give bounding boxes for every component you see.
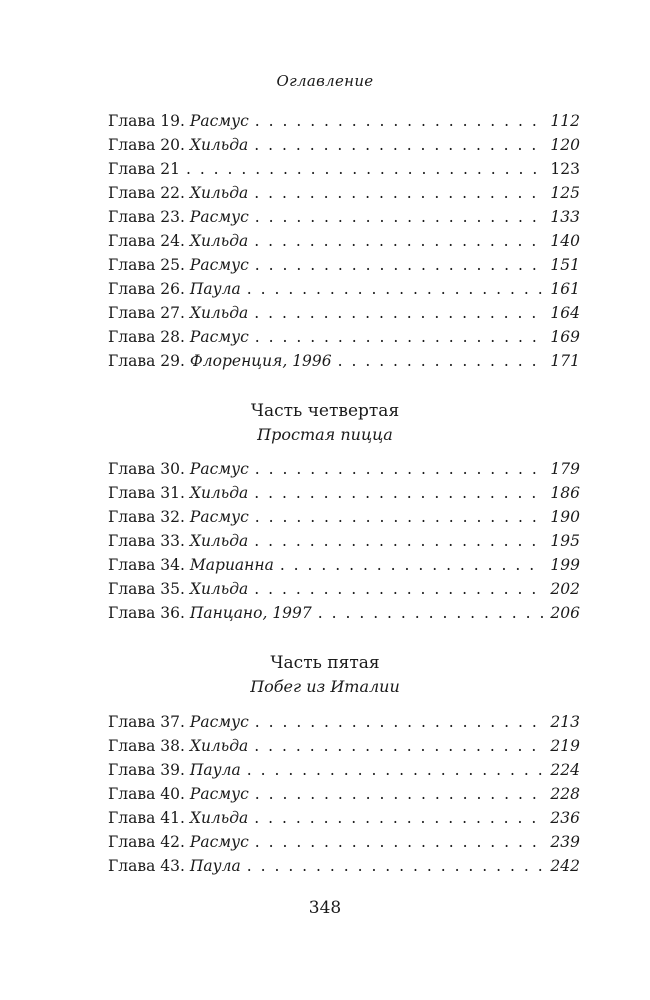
dot-leader (254, 301, 544, 325)
dot-leader (255, 325, 545, 349)
part-5-title: Часть пятая (270, 653, 380, 673)
dot-leader (318, 601, 545, 625)
toc-entry (108, 205, 580, 229)
chapter-number: Глава 43. (108, 857, 185, 875)
chapter-number: Глава 26. (108, 280, 185, 298)
dot-leader (255, 205, 545, 229)
chapter-title: Расмус (189, 713, 249, 731)
chapter-title: Расмус (189, 833, 249, 851)
chapter-number: Глава 31. (108, 484, 185, 502)
dot-leader (255, 457, 545, 481)
chapter-number: Глава 35. (108, 580, 185, 598)
page-number: 348 (308, 898, 342, 918)
toc-entry (108, 830, 580, 854)
chapter-number: Глава 23. (108, 208, 185, 226)
dot-leader (254, 577, 544, 601)
chapter-title: Флоренция, 1996 (189, 352, 332, 370)
chapter-number: Глава 40. (108, 785, 185, 803)
chapter-page-number: 186 (550, 484, 580, 502)
dot-leader (254, 734, 544, 758)
chapter-number: Глава 42. (108, 833, 185, 851)
chapter-page-number: 199 (550, 556, 580, 574)
chapter-page-number: 236 (550, 809, 580, 827)
chapter-number: Глава 38. (108, 737, 185, 755)
chapter-number: Глава 36. (108, 604, 185, 622)
chapter-page-number: 161 (550, 280, 580, 298)
dot-leader (280, 553, 545, 577)
toc-entry (108, 157, 580, 181)
dot-leader (254, 481, 544, 505)
chapter-number: Глава 30. (108, 460, 185, 478)
dot-leader (255, 109, 545, 133)
toc-entry (108, 181, 580, 205)
chapter-title: Марианна (189, 556, 274, 574)
dot-leader (255, 710, 545, 734)
chapter-title: Хильда (189, 304, 249, 322)
part-4-title: Часть четвертая (250, 401, 400, 421)
chapter-number: Глава 25. (108, 256, 185, 274)
dot-leader (186, 157, 544, 181)
chapter-number: Глава 39. (108, 761, 185, 779)
running-head: Оглавление (276, 72, 374, 90)
toc-entry (108, 481, 580, 505)
chapter-title: Хильда (189, 580, 249, 598)
chapter-page-number: 120 (550, 136, 580, 154)
chapter-number: Глава 19. (108, 112, 185, 130)
toc-entry (108, 734, 580, 758)
chapter-title: Хильда (189, 532, 249, 550)
toc-entry (108, 601, 580, 625)
toc-entry (108, 553, 580, 577)
toc-entry (108, 577, 580, 601)
dot-leader (247, 758, 545, 782)
toc-entry (108, 229, 580, 253)
dot-leader (254, 806, 544, 830)
toc-section-1 (108, 109, 580, 373)
chapter-page-number: 202 (550, 580, 580, 598)
chapter-title: Расмус (189, 460, 249, 478)
toc-entry (108, 325, 580, 349)
chapter-title: Расмус (189, 508, 249, 526)
chapter-title: Паула (189, 761, 241, 779)
chapter-page-number: 239 (550, 833, 580, 851)
chapter-title: Расмус (189, 256, 249, 274)
toc-entry (108, 505, 580, 529)
chapter-title: Расмус (189, 328, 249, 346)
chapter-page-number: 140 (550, 232, 580, 250)
chapter-page-number: 123 (550, 160, 580, 178)
chapter-number: Глава 20. (108, 136, 185, 154)
dot-leader (254, 229, 544, 253)
part-4-subtitle: Простая пицца (257, 425, 393, 444)
chapter-page-number: 169 (550, 328, 580, 346)
toc-entry (108, 301, 580, 325)
chapter-number: Глава 24. (108, 232, 185, 250)
toc-entry (108, 529, 580, 553)
chapter-title: Хильда (189, 809, 249, 827)
chapter-title: Хильда (189, 484, 249, 502)
toc-entry (108, 133, 580, 157)
chapter-page-number: 228 (550, 785, 580, 803)
chapter-title: Хильда (189, 232, 249, 250)
chapter-number: Глава 21 (108, 160, 180, 178)
dot-leader (247, 277, 545, 301)
chapter-page-number: 242 (550, 857, 580, 875)
part-5-subtitle: Побег из Италии (250, 677, 400, 696)
toc-entry (108, 457, 580, 481)
toc-entry (108, 854, 580, 878)
chapter-title: Расмус (189, 785, 249, 803)
chapter-title: Расмус (189, 112, 249, 130)
dot-leader (255, 782, 545, 806)
chapter-number: Глава 41. (108, 809, 185, 827)
dot-leader (254, 529, 544, 553)
chapter-page-number: 133 (550, 208, 580, 226)
toc-entry (108, 349, 580, 373)
dot-leader (254, 133, 544, 157)
toc-part-4 (108, 457, 580, 625)
dot-leader (338, 349, 545, 373)
chapter-page-number: 171 (550, 352, 580, 370)
chapter-page-number: 190 (550, 508, 580, 526)
chapter-title: Хильда (189, 136, 249, 154)
chapter-page-number: 112 (550, 112, 580, 130)
chapter-title: Расмус (189, 208, 249, 226)
chapter-title: Хильда (189, 737, 249, 755)
toc-entry (108, 277, 580, 301)
chapter-number: Глава 34. (108, 556, 185, 574)
toc-part-5 (108, 710, 580, 878)
toc-entry (108, 253, 580, 277)
dot-leader (254, 181, 544, 205)
chapter-page-number: 125 (550, 184, 580, 202)
dot-leader (255, 253, 545, 277)
toc-entry (108, 758, 580, 782)
dot-leader (255, 830, 545, 854)
chapter-number: Глава 33. (108, 532, 185, 550)
chapter-title: Паула (189, 857, 241, 875)
chapter-page-number: 219 (550, 737, 580, 755)
chapter-page-number: 179 (550, 460, 580, 478)
chapter-page-number: 213 (550, 713, 580, 731)
chapter-number: Глава 29. (108, 352, 185, 370)
chapter-number: Глава 27. (108, 304, 185, 322)
chapter-title: Хильда (189, 184, 249, 202)
toc-entry (108, 806, 580, 830)
chapter-page-number: 224 (550, 761, 580, 779)
chapter-page-number: 206 (550, 604, 580, 622)
chapter-number: Глава 28. (108, 328, 185, 346)
chapter-number: Глава 22. (108, 184, 185, 202)
chapter-page-number: 195 (550, 532, 580, 550)
toc-entry (108, 109, 580, 133)
part-4-heading (0, 399, 650, 447)
dot-leader (255, 505, 545, 529)
chapter-title: Панцано, 1997 (189, 604, 312, 622)
chapter-number: Глава 37. (108, 713, 185, 731)
chapter-page-number: 151 (550, 256, 580, 274)
dot-leader (247, 854, 545, 878)
chapter-title: Паула (189, 280, 241, 298)
toc-entry (108, 710, 580, 734)
chapter-number: Глава 32. (108, 508, 185, 526)
part-5-heading (0, 651, 650, 699)
chapter-page-number: 164 (550, 304, 580, 322)
toc-entry (108, 782, 580, 806)
